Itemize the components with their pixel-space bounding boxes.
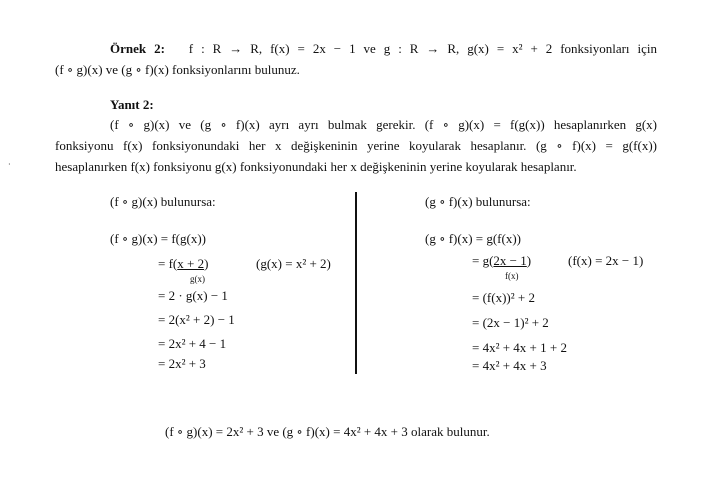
conclusion: (f ∘ g)(x) = 2x² + 3 ve (g ∘ f)(x) = 4x² + 4x + 3 olarak bulunur. [165, 424, 490, 439]
left-heading: (f ∘ g)(x) bulunursa: [110, 194, 216, 209]
right-step-1-note: (f(x) = 2x − 1) [568, 253, 644, 268]
right-step-3: = (2x − 1)² + 2 [472, 315, 549, 330]
right-step-0: (g ∘ f)(x) = g(f(x)) [425, 231, 521, 246]
example-line-1 [55, 38, 657, 59]
example-line-2: (f ∘ g)(x) ve (g ∘ f)(x) fonksiyonlarını bulunuz. [55, 62, 300, 77]
answer-line-1: (f ∘ g)(x) ve (g ∘ f)(x) ayrı ayrı bulmak gerekir. (f ∘ g)(x) = f(g(x)) hesaplanırken g(x) [110, 117, 657, 132]
answer-title [110, 97, 154, 113]
right-step-5: = 4x² + 4x + 3 [472, 358, 547, 373]
answer-title-text: Yanıt 2: [110, 97, 154, 112]
right-step-1-underbrace-label: f(x) [505, 271, 519, 281]
left-step-2: = 2 · g(x) − 1 [158, 288, 228, 303]
column-divider [355, 192, 357, 374]
left-step-1-suffix: ) [204, 256, 209, 271]
left-step-1-underbrace-label: g(x) [190, 274, 205, 284]
margin-mark: · [8, 160, 11, 169]
answer-line-2: fonksiyonu f(x) fonksiyonundaki her x değişkeninin yerine koyularak hesaplanır. (g ∘ f)(x) = g(f(x)) [55, 138, 657, 153]
right-heading: (g ∘ f)(x) bulunursa: [425, 194, 531, 209]
left-step-5: = 2x² + 3 [158, 356, 206, 371]
right-step-1 [472, 253, 531, 269]
left-step-3: = 2(x² + 2) − 1 [158, 312, 235, 327]
left-step-0: (f ∘ g)(x) = f(g(x)) [110, 231, 206, 246]
answer-paragraph [55, 114, 657, 177]
left-step-1-inner: x + 2 [177, 256, 205, 271]
right-step-1-inner: 2x − 1 [493, 253, 527, 268]
left-step-1-note: (g(x) = x² + 2) [256, 256, 331, 271]
left-step-1 [158, 256, 208, 272]
example-paragraph [55, 38, 657, 80]
left-step-4: = 2x² + 4 − 1 [158, 336, 227, 351]
right-step-1-suffix: ) [526, 253, 532, 268]
example-statement: f : R → R, f(x) = 2x − 1 ve g : R → R, g(x) = x² + 2 fonksiyonları için [188, 41, 657, 56]
right-step-4: = 4x² + 4x + 1 + 2 [472, 340, 567, 355]
answer-line-3: hesaplanırken f(x) fonksiyonu g(x) fonksiyonundaki her x değişkeninin yerine koyularak hesaplanır. [55, 159, 577, 174]
right-step-1-prefix: = g( [472, 253, 494, 268]
left-step-1-prefix: = f( [158, 256, 178, 271]
example-title: Örnek 2: [110, 41, 165, 56]
right-step-2: = (f(x))² + 2 [472, 290, 535, 305]
